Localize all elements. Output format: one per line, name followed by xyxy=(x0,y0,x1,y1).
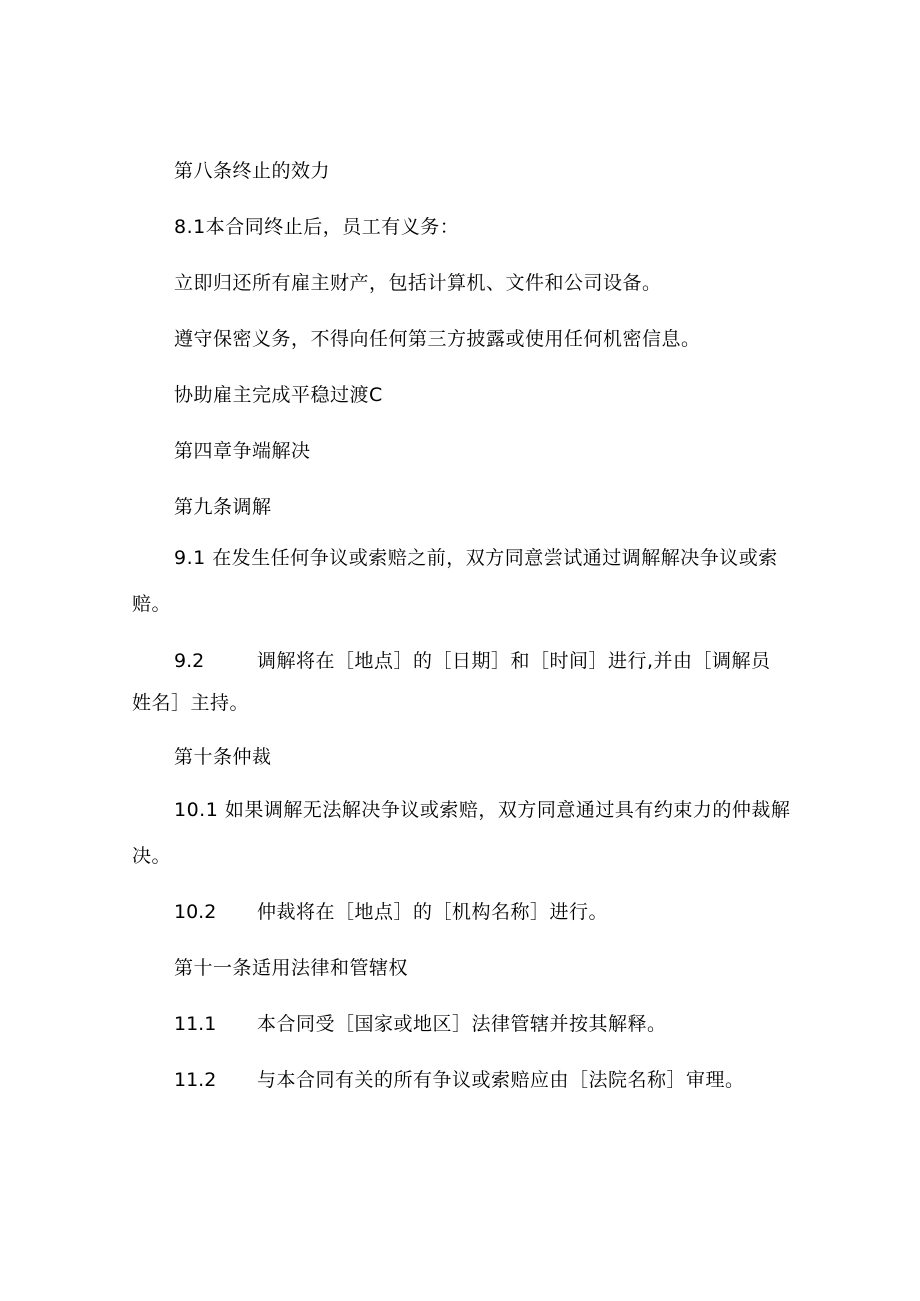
clause-text: 本合同受［国家或地区］法律管辖并按其解释。 xyxy=(257,1013,667,1035)
clause-text: 与本合同有关的所有争议或索赔应由［法院名称］审理。 xyxy=(257,1069,745,1091)
clause-9-2-continuation: 姓名］主持。 xyxy=(132,692,250,714)
chapter-4-title: 第四章争端解决 xyxy=(174,440,311,462)
clause-10-1: 10.1 如果调解无法解决争议或索赔，双方同意通过具有约束力的仲裁解决。 xyxy=(132,799,791,867)
clause-number: 11.2 xyxy=(174,1069,217,1091)
clause-number: 10.2 xyxy=(174,901,217,923)
clause-8-1-item-2: 遵守保密义务，不得向任何第三方披露或使用任何机密信息。 xyxy=(174,328,701,350)
clause-number: 11.1 xyxy=(174,1013,217,1035)
clause-8-1-item-1: 立即归还所有雇主财产，包括计算机、文件和公司设备。 xyxy=(174,272,662,294)
clause-8-1-item-3: 协助雇主完成平稳过渡C xyxy=(174,384,383,406)
clause-number: 9.2 xyxy=(174,650,205,672)
article-9-title: 第九条调解 xyxy=(174,496,272,518)
clause-8-1: 8.1本合同终止后，员工有义务： xyxy=(174,216,460,238)
article-10-title: 第十条仲裁 xyxy=(174,746,272,768)
article-8-title: 第八条终止的效力 xyxy=(174,160,331,182)
article-11-title: 第十一条适用法律和管辖权 xyxy=(174,957,409,979)
clause-9-1: 9.1 在发生任何争议或索赔之前，双方同意尝试通过调解解决争议或索赔。 xyxy=(132,547,778,615)
clause-text: 调解将在［地点］的［日期］和［时间］进行,并由［调解员 xyxy=(257,650,771,672)
clause-text: 仲裁将在［地点］的［机构名称］进行。 xyxy=(257,901,609,923)
